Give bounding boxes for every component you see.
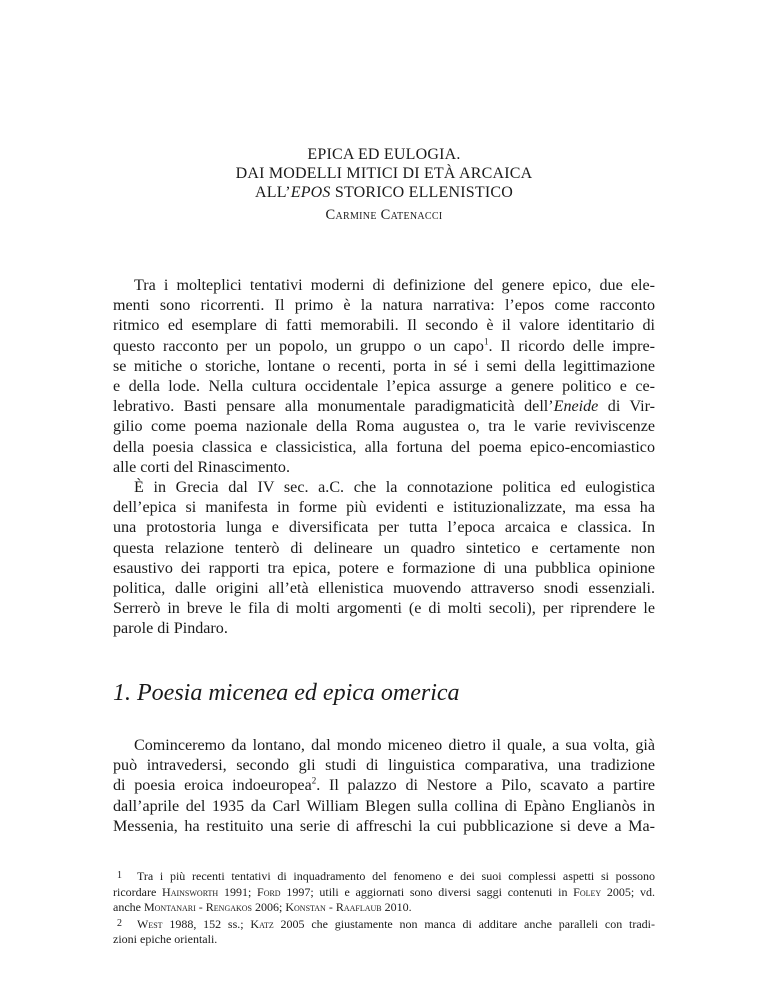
title-line-3: ALL’EPOS STORICO ELLENISTICO [254,184,514,201]
paragraph-2: È in Grecia dal IV sec. a.C. che la connotazione politica ed eulogistica dell’epica si manifesta in forme più evidenti e istituzionalizzate, ma essa ha una protostoria lunga e diversificata per tutta l’epoca arcaica e classica. In questa relazione tenterò di delineare un quadro sintetico e certamente non esaustivo dei rapporti tra epica, potere e formazione di una pubblica opinione politica, dalle origini all’età ellenistica muovendo attraverso snodi essenziali. Serrerò in breve le fila di molti argomenti (e di molti secoli), per riprendere le parole di Pindaro. [113,479,655,638]
footnote-ref-2[interactable]: 2 [311,776,317,787]
section-heading: 1. Poesia micenea ed epica omerica [113,680,460,706]
footnote-number: 2 [117,917,122,929]
section-1-text [113,736,655,837]
title-line-2: DAI MODELLI MITICI DI ETÀ ARCAICA [235,165,533,182]
paragraph-1: Tra i molteplici tentativi moderni di definizione del genere epico, due ele- menti sono ricorrenti. Il primo è la natura narrativa: l’epos come racconto ritmico ed esemplare di fatti memorabili. Il secondo è il valore identitario di questo racconto per un popolo, un gruppo o un capo$^1$. Il ricordo delle impre- se mitiche o storiche, lontane o recenti, porta in sé i semi della legittimazione e della lode. Nella cultura occidentale l’epica assurge a genere politico e ce- lebrativo. Basti pensare alla monumentale paradigmaticità dell’Eneide di Vir- gilio come poema nazionale della Roma augustea o, tra le varie reviviscenze della poesia classica e classicistica, alla fortuna del poema epico-encomiastico alle corti del Rinascimento. [113,277,655,476]
footnote-ref-1[interactable]: 1 [483,336,489,347]
title-line-1: EPICA ED EULOGIA. [307,146,461,163]
article-title [113,145,655,202]
footnotes [113,868,655,948]
footnote-2: 2 West 1988, 152 ss.; Katz 2005 che giustamente non manca di additare anche paralleli con tradi- zioni epiche orientali. [113,916,655,946]
footnote-number: 1 [117,870,122,881]
author-name: Carmine Catenacci [325,207,443,223]
footnote-1: 1 Tra i più recenti tentativi di inquadramento del fenomeno e dei suoi complessi aspetti si possono ricordare Hainsworth 1991; Ford 1997; utili e aggiornati sono diversi saggi contenuti in Foley 2005; vd. anche Montanari - Rengakos 2006; Konstan - Raaflaub 2010. [113,869,655,914]
intro-text [113,276,655,640]
paragraph-3: Cominceremo da lontano, dal mondo miceneo dietro il quale, a sua volta, già può intravedersi, secondo gli studi di linguistica comparativa, una tradizione di poesia eroica indoeuropea$^2$. Il palazzo di Nestore a Pilo, scavato a partire dall’aprile del 1935 da Carl William Blegen sulla collina di Epàno Englianòs in Messenia, ha restituito una serie di affreschi la cui pubblicazione si deve a Ma- [113,737,655,835]
